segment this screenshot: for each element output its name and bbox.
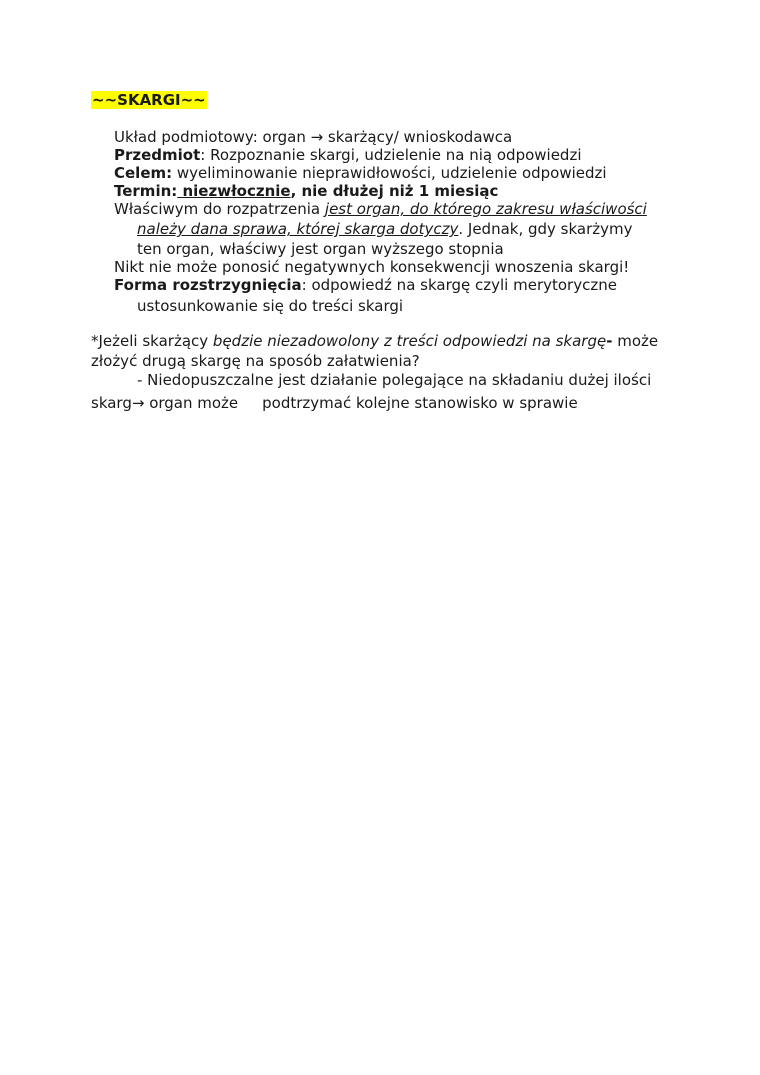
przedmiot-label: Przedmiot [114, 146, 201, 164]
termin-rest: , nie dłużej niż 1 miesiąc [290, 182, 499, 200]
wlasciwym-italic-1: jest organ, do którego zakresu właściwości [324, 200, 647, 218]
line-uklad: Układ podmiotowy: organ → skarżący/ wnioskodawca [114, 128, 513, 146]
celem-text: wyeliminowanie nieprawidłowości, udzielenie odpowiedzi [172, 164, 607, 182]
line-nikt: Nikt nie może ponosić negatywnych konsekwencji wnoszenia skargi! [114, 258, 630, 276]
line-wlasciwym-2 [137, 220, 633, 238]
line-wlasciwym-cont: ten organ, właściwy jest organ wyższego stopnia [137, 240, 504, 258]
termin-label: Termin: [114, 182, 178, 200]
line-celem [114, 164, 607, 182]
termin-underlined: niezwłocznie [177, 182, 291, 200]
jezeli-rest: może [612, 332, 659, 350]
wlasciwym-lead: Właściwym do rozpatrzenia [114, 200, 325, 218]
line-niedopuszczalne: - Niedopuszczalne jest działanie polegające na składaniu dużej ilości [137, 371, 652, 389]
wlasciwym-italic-2: należy dana sprawa, której skarga dotyczy [137, 220, 459, 238]
line-wlasciwym [114, 200, 647, 218]
celem-label: Celem: [114, 164, 173, 182]
line-zlozyc: złożyć drugą skargę na sposób załatwienia? [91, 352, 420, 370]
line-skarg [91, 394, 578, 412]
line-termin [114, 182, 498, 200]
jezeli-lead: *Jeżeli skarżący [91, 332, 213, 350]
jezeli-bold: - [606, 332, 613, 350]
jezeli-italic: będzie niezadowolony z treści odpowiedzi na skargę [212, 332, 607, 350]
line-przedmiot [114, 146, 582, 164]
line-jezeli [91, 332, 658, 350]
line-forma-cont: ustosunkowanie się do treści skargi [137, 297, 404, 315]
wlasciwym-rest: . Jednak, gdy skarżymy [458, 220, 633, 238]
skarg-rest: podtrzymać kolejne stanowisko w sprawie [262, 394, 578, 412]
document-title: ~~SKARGI~~ [92, 91, 206, 109]
forma-label: Forma rozstrzygnięcia [114, 276, 302, 294]
przedmiot-text: : Rozpoznanie skargi, udzielenie na nią odpowiedzi [200, 146, 582, 164]
line-forma [114, 276, 617, 294]
skarg-lead: skarg→ organ może [91, 394, 239, 412]
forma-text: : odpowiedź na skargę czyli merytoryczne [301, 276, 617, 294]
